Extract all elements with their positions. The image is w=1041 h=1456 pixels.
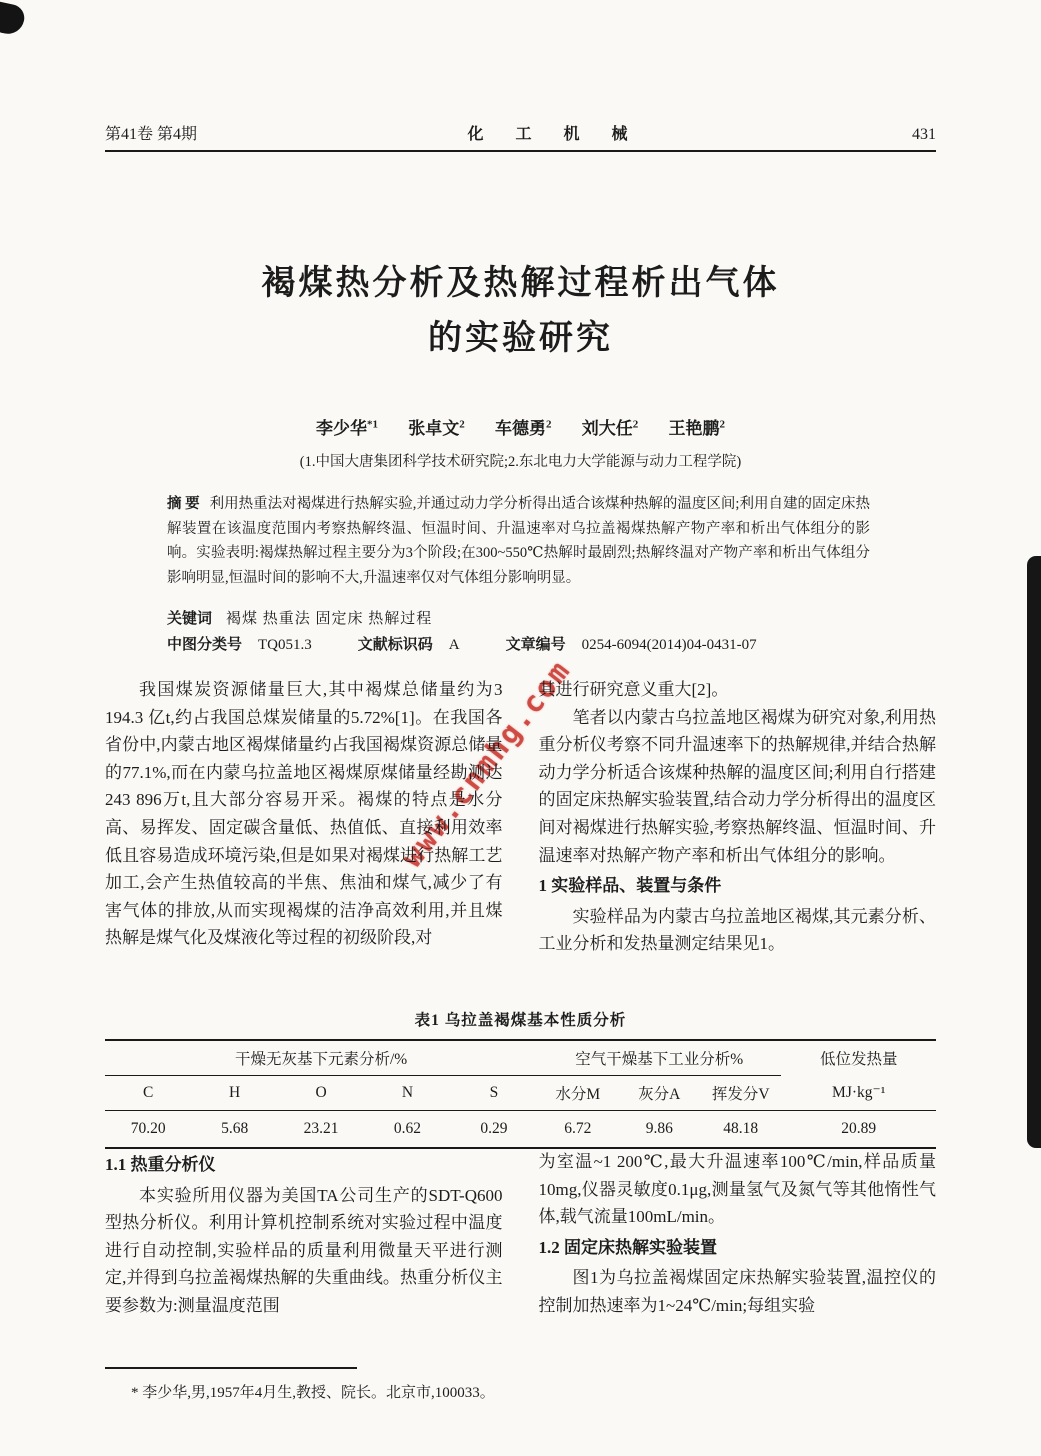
keywords-label: 关键词	[167, 611, 213, 627]
author-affiliation-mark: 2	[459, 418, 465, 431]
article-id-label: 文章编号	[505, 637, 566, 653]
table-value-cell: 9.86	[645, 1120, 673, 1137]
doc-code-label: 文献标识码	[357, 637, 433, 653]
author-name: 张卓文	[408, 419, 460, 438]
table-caption: 表1 乌拉盖褐煤基本性质分析	[414, 1012, 627, 1029]
affiliation: (1.中国大唐集团科学技术研究院;2.东北电力大学能源与动力工程学院)	[299, 454, 742, 470]
table-value-cell: 0.62	[393, 1120, 422, 1137]
left-column	[105, 676, 503, 1006]
paragraph: 笔者以内蒙古乌拉盖地区褐煤为研究对象,利用热重分析仪考察不同升温速率下的热解规律,并结合热解动力学分析适合该煤种热解的温度区间;利用自行搭建的固定床热解实验装置,结合动力学分析得出的温度区间对褐煤进行热解实验,考察热解终温、恒温时间、升温速率对热解产物产率和析出气体组分的影响。	[538, 707, 936, 865]
section-heading-1: 1 实验样品、装置与条件	[538, 876, 722, 896]
article-meta	[167, 633, 937, 654]
clc-label: 中图分类号	[167, 637, 243, 653]
footnote-rule	[105, 1367, 357, 1369]
author-affiliation-mark: *1	[367, 418, 378, 431]
article-title	[0, 256, 1041, 366]
article-id-value: 0254-6094(2014)04-0431-07	[581, 637, 757, 653]
scan-artifact-right-edge	[1027, 556, 1041, 1148]
body-upper-columns	[105, 676, 936, 1006]
author-name: 车德勇	[495, 419, 546, 438]
watermark: www.cnmhg.com	[394, 653, 578, 874]
section-heading-1-1: 1.1 热重分析仪	[105, 1155, 216, 1174]
table-value-cell: 70.20	[130, 1120, 166, 1137]
author	[316, 419, 378, 438]
author	[669, 419, 726, 438]
author-name: 李少华	[316, 419, 367, 438]
group-header-proximate: 空气干燥基下工业分析%	[537, 1040, 781, 1076]
table-header-cell: H	[191, 1076, 277, 1111]
table-value-cell: 23.21	[303, 1120, 339, 1137]
group-header-heating-value: 低位发热量	[819, 1051, 898, 1069]
table-header-cell: N	[364, 1076, 450, 1111]
paragraph: 我国煤炭资源储量巨大,其中褐煤总储量约为3 194.3 亿t,约占我国总煤炭储量的5.72%[1]。在我国各省份中,内蒙古地区褐煤储量约占我国褐煤资源总储量的77.1%,而在内蒙乌拉盖地区褐煤原煤储量经勘测达243 896万t,且大部分容易开采。褐煤的特点是水分高、易挥发、固定碳含量低、热值低、直接利用效率低且容易造成环境污染,但是如果对褐煤进行热解工艺加工,会产生热值较高的半焦、焦油和煤气,减少了有害气体的排放,从而实现褐煤的洁净高效利用,并且煤热解是煤气化及煤液化等过程的初级阶段,对	[105, 680, 503, 948]
footnote: * 李少华,男,1957年4月生,教授、院长。北京市,100033。	[131, 1385, 495, 1401]
section-heading-1-2: 1.2 固定床热解实验装置	[538, 1237, 717, 1257]
table-value-cell: 20.89	[841, 1120, 877, 1137]
page-number: 431	[912, 126, 936, 143]
table-header-cell: C	[105, 1076, 191, 1111]
paragraph: 图1为乌拉盖褐煤固定床热解实验装置,温控仪的控制加热速率为1~24℃/min;每组实验	[538, 1268, 936, 1315]
author	[495, 419, 552, 438]
author-affiliation-mark: 2	[546, 418, 552, 431]
table-header-cell: MJ·kg⁻¹	[781, 1076, 936, 1111]
article-title-line1: 褐煤热分析及热解过程析出气体	[261, 265, 780, 302]
table-value-row	[105, 1111, 936, 1149]
clc-value: TQ051.3	[258, 637, 312, 653]
keywords-text: 褐煤 热重法 固定床 热解过程	[226, 611, 433, 627]
right-column	[539, 676, 937, 1006]
table-header-cell: 灰分A	[619, 1076, 700, 1111]
scan-artifact-corner	[0, 1, 27, 37]
article-title-line2: 的实验研究	[428, 320, 613, 357]
table-value-cell: 0.29	[480, 1120, 508, 1137]
author-name: 王艳鹏	[668, 419, 720, 438]
group-header-elemental: 干燥无灰基下元素分析/%	[105, 1040, 537, 1076]
author-affiliation-mark: 2	[719, 418, 725, 431]
paragraph: 为室温~1 200℃,最大升温速率100℃/min,样品质量10mg,仪器灵敏度0.1μg,测量氢气及氮气等其他惰性气体,载气流量100mL/min。	[538, 1152, 936, 1227]
table-header-cell: 挥发分V	[700, 1076, 781, 1111]
header-rule	[105, 150, 936, 152]
paragraph: 本实验所用仪器为美国TA公司生产的SDT-Q600型热分析仪。利用计算机控制系统对实验过程中温度进行自动控制,实验样品的质量利用微量天平进行测定,并得到乌拉盖褐煤热解的失重曲线。热重分析仪主要参数为:测量温度范围	[105, 1185, 503, 1315]
author	[408, 419, 465, 438]
table-group-row	[105, 1040, 936, 1076]
abstract	[167, 492, 870, 590]
paragraph: 其进行研究意义重大[2]。	[538, 680, 729, 699]
right-column	[539, 1148, 937, 1336]
author-affiliation-mark: 2	[632, 418, 639, 431]
properties-table	[105, 1039, 936, 1149]
left-column	[105, 1148, 503, 1336]
doc-code-value: A	[448, 637, 460, 653]
author-name: 刘大任	[581, 419, 633, 438]
body-lower-columns	[105, 1148, 936, 1336]
table-header-row	[105, 1076, 936, 1111]
table-header-cell: S	[451, 1076, 537, 1111]
author	[582, 419, 639, 438]
table-header-cell: O	[278, 1076, 364, 1111]
table-value-cell: 6.72	[564, 1120, 592, 1137]
paragraph: 实验样品为内蒙古乌拉盖地区褐煤,其元素分析、工业分析和发热量测定结果见1。	[538, 906, 936, 954]
journal-header	[105, 121, 936, 144]
keywords	[167, 607, 870, 628]
journal-issue: 第41卷 第4期	[105, 126, 198, 143]
table-1	[105, 1008, 936, 1149]
abstract-text: 利用热重法对褐煤进行热解实验,并通过动力学分析得出适合该煤种热解的温度区间;利用自建的固定床热解装置在该温度范围内考察热解终温、恒温时间、升温速率对乌拉盖褐煤热解产物产率和析出气体组分的影响。实验表明:褐煤热解过程主要分为3个阶段;在300~550℃热解时最剧烈;热解终温对产物产率和析出气体组分影响明显,恒温时间的影响不大,升温速率仅对气体组分影响明显。	[167, 496, 870, 586]
table-value-cell: 48.18	[723, 1120, 759, 1137]
table-header-cell: 水分M	[537, 1076, 618, 1111]
journal-name: 化 工 机 械	[467, 126, 642, 143]
table-value-cell: 5.68	[221, 1120, 249, 1137]
abstract-label: 摘 要	[167, 496, 200, 512]
author-list	[0, 414, 1041, 439]
